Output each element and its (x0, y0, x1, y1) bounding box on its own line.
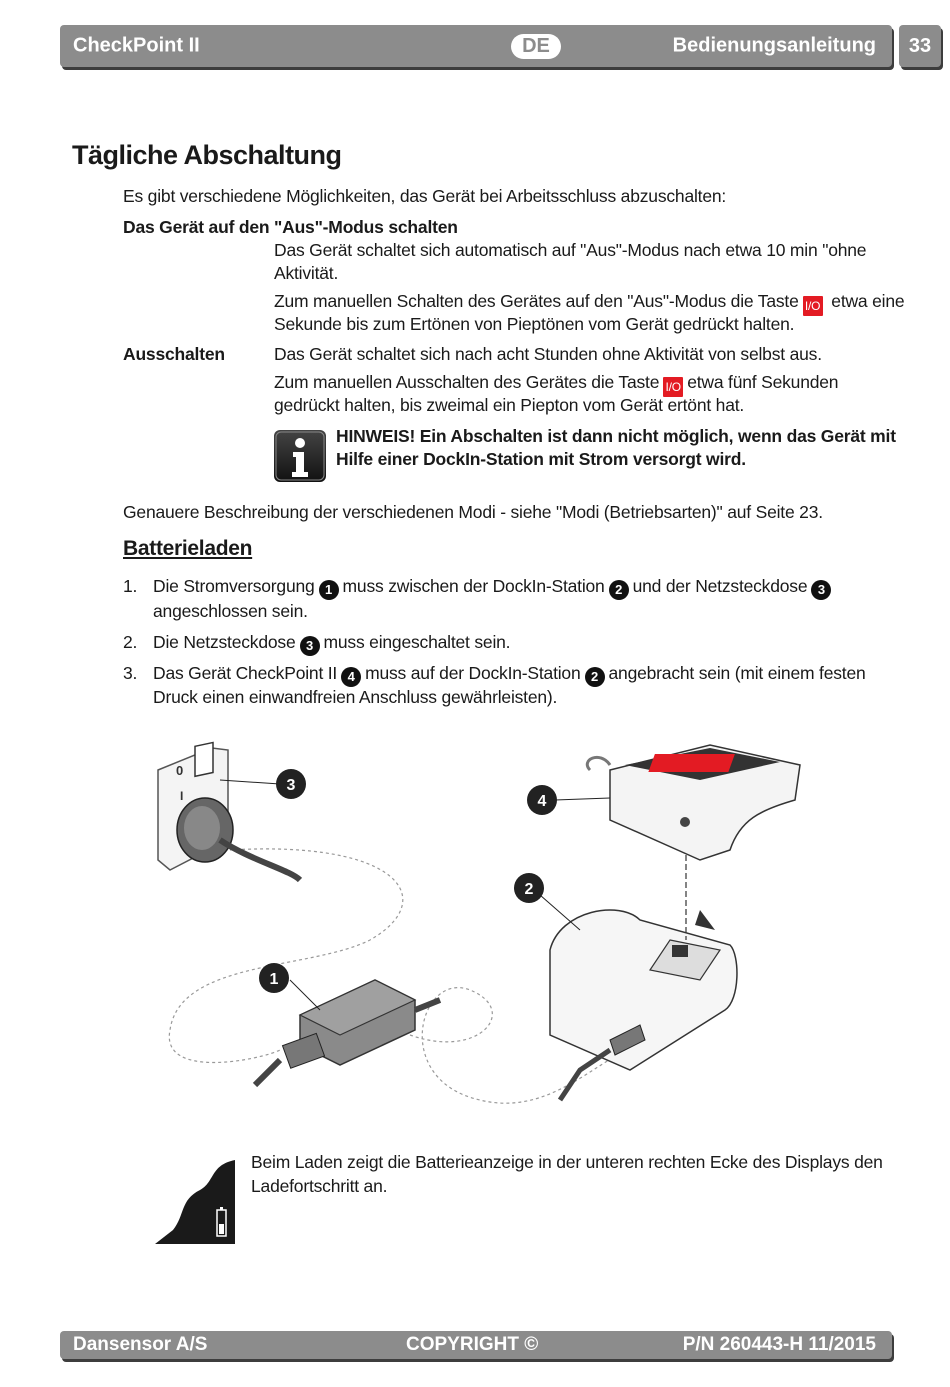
power-adapter-icon (255, 980, 440, 1085)
battery-indicator-icon (155, 1160, 237, 1246)
callout-1-label: 1 (269, 971, 279, 988)
intro-text: Es gibt verschiedene Möglichkeiten, das Gerät bei Arbeitsschluss abzuschalten: (123, 186, 727, 206)
aus-modus-line1: Das Gerät schaltet sich automatisch auf "Aus"-Modus nach etwa 10 min "ohne (274, 240, 867, 260)
callout-2-icon: 2 (585, 667, 605, 687)
note-line1: HINWEIS! Ein Abschalten ist dann nicht möglich, wenn das Gerät mit (336, 426, 896, 446)
section-title-shutdown: Tägliche Abschaltung (72, 140, 342, 170)
aus-modus-line4: Sekunde bis zum Ertönen von Pieptönen vom Gerät gedrückt halten. (274, 314, 795, 334)
info-icon (274, 430, 326, 482)
copyright-notice: COPYRIGHT © (406, 1334, 539, 1355)
callout-3-label: 3 (286, 777, 296, 794)
callout-3-icon: 3 (300, 636, 320, 656)
more-info-text: Genauere Beschreibung der verschiedenen Modi - siehe "Modi (Betriebsarten)" auf Seite 23. (123, 502, 823, 522)
note-line2: Hilfe einer DockIn-Station mit Strom versorgt wird. (336, 449, 746, 469)
callout-1-icon: 1 (319, 580, 339, 600)
step-1-text: Die Stromversorgung 1 muss zwischen der DockIn-Station 2 und der Netzsteckdose 3 (153, 574, 835, 600)
step-1-continuation: angeschlossen sein. (153, 601, 308, 621)
callout-4-label: 4 (537, 793, 547, 810)
ausschalten-label: Ausschalten (123, 344, 225, 364)
ausschalten-line1: Das Gerät schaltet sich nach acht Stunden ohne Aktivität von selbst aus. (274, 344, 822, 364)
step-3-number: 3. (123, 663, 138, 683)
aus-modus-line3: Zum manuellen Schalten des Gerätes auf den "Aus"-Modus die Taste I/O etwa eine (274, 289, 904, 316)
battery-note-line2: Ladefortschritt an. (251, 1176, 388, 1196)
dockin-station-icon (550, 910, 737, 1100)
battery-note-line1: Beim Laden zeigt die Batterieanzeige in der unteren rechten Ecke des Displays den (251, 1152, 883, 1172)
footer-bar (60, 1331, 892, 1359)
header-bar (60, 25, 892, 67)
part-number: P/N 260443-H 11/2015 (682, 1334, 876, 1355)
doc-type: Bedienungsanleitung (672, 34, 876, 57)
callout-2-label: 2 (524, 881, 534, 898)
ausschalten-line3: gedrückt halten, bis zweimal ein Piepton vom Gerät ertönt hat. (274, 395, 745, 415)
aus-modus-line2: Aktivität. (274, 263, 339, 283)
callout-3-icon: 3 (811, 580, 831, 600)
callout-2-icon: 2 (609, 580, 629, 600)
step-3-continuation: Druck einen einwandfreien Anschluss gewährleisten). (153, 687, 558, 707)
switch-off-label: 0 (176, 763, 184, 778)
step-2-text: Die Netzsteckdose 3 muss eingeschaltet sein. (153, 630, 510, 656)
power-key-icon: I/O (663, 377, 683, 397)
aus-modus-heading: Das Gerät auf den "Aus"-Modus schalten (123, 217, 458, 237)
step-3-text: Das Gerät CheckPoint II 4 muss auf der DockIn-Station 2 angebracht sein (mit einem festen (153, 661, 866, 687)
company-name: Dansensor A/S (73, 1334, 208, 1355)
step-1-number: 1. (123, 576, 138, 596)
charging-setup-illustration (140, 740, 820, 1120)
language-badge: DE (511, 34, 561, 59)
power-key-icon: I/O (803, 296, 823, 316)
product-name: CheckPoint II (73, 34, 200, 57)
page-number: 33 (899, 25, 941, 67)
wall-socket-icon (158, 742, 300, 880)
ausschalten-line2: Zum manuellen Ausschalten des Gerätes die Taste I/O etwa fünf Sekunden (274, 370, 838, 397)
callout-4-icon: 4 (341, 667, 361, 687)
section-title-battery: Batterieladen (123, 537, 253, 560)
switch-on-label: I (180, 789, 184, 803)
step-2-number: 2. (123, 632, 138, 652)
checkpoint-device-icon (587, 740, 800, 860)
